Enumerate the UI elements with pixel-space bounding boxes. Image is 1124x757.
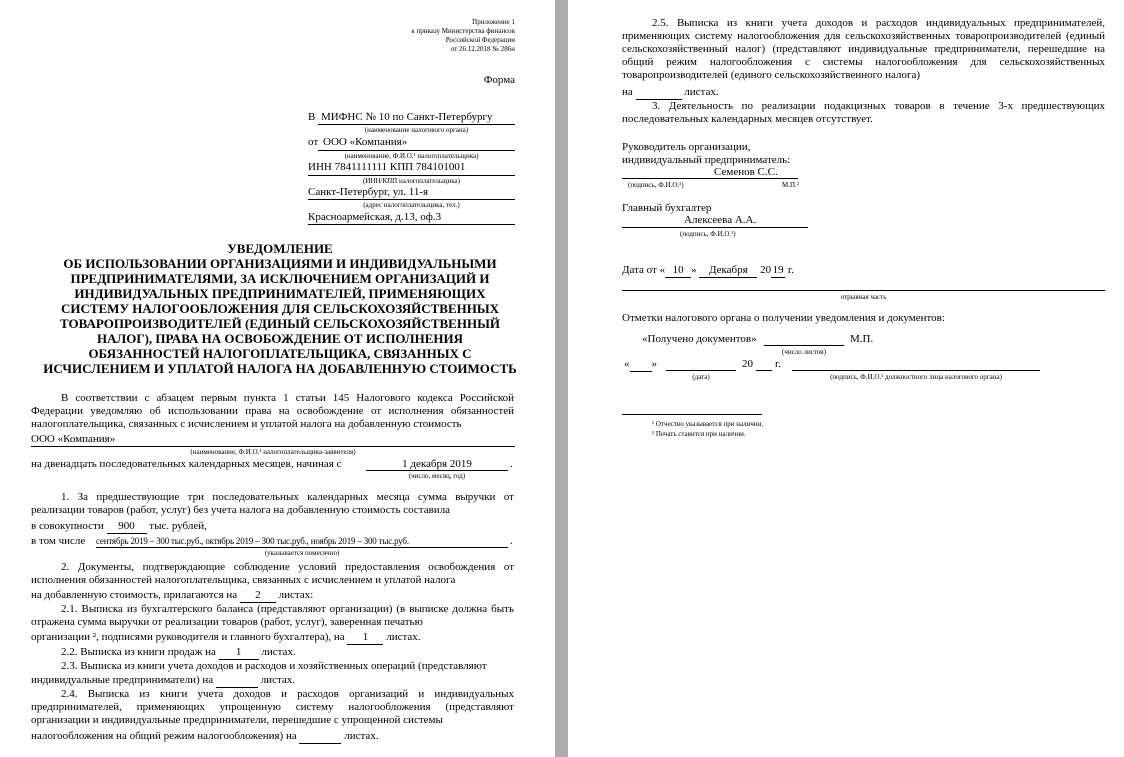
monthly-value: сентябрь 2019 – 300 тыс.руб., октябрь 2019 – 300 тыс.руб., ноябрь 2019 – 300 тыс.руб. [96,536,409,546]
officer-caption: (подпись, Ф.И.О.¹ должностного лица налогового органа) [830,373,1002,381]
start-date-value: 1 декабря 2019 [402,458,472,470]
item-2-3-sheets[interactable] [216,674,258,688]
item-3-text: 3. Деятельность по реализации подакцизных товаров в течение 3-х предшествующих последовательных календарных месяцев отсутствует. [622,100,1105,125]
item-2-2-text: 2.2. Выписка из книги продаж на [61,646,216,658]
tear-label: отрывная часть [840,293,887,301]
period-prefix: на двенадцать последовательных календарных месяцев, начиная с [31,458,342,470]
date-month: Декабря [699,264,757,278]
document-page-2: 2.5. Выписка из книги учета доходов и расходов индивидуальных предпринимателей, применяющих систему налогообложения для сельскохозяйственных товаропроизводителей (единый сельскохозяйственный налог) (представляют индивидуальные предприниматели, перешедшие на общий режим налогообложения с системы налогообложения для сельскохозяйственных товаропроизводителей (единого сельскохозяйственного налога) на листах. 3. Деятельность по реализации подакцизных товаров в течение 3-х предшествующих последовательных календарных месяцев отсутствует. Руководитель организации, индивидуальный предприниматель: Семенов С.С. (подпись, Ф.И.О.¹) М.П.² Главный бухгалтер Алексеева А.А. (подпись, Ф.И.О.¹) Дата от « 10 » Декабря 20 19 г. отрывная часть Отметки налогового органа о получении уведомления и документов: «Получено документов» М.П. (число листов) « » 20 г. (дата) (подпись, Ф.И.О.¹ должностного лица налогового органа) ¹ Отчество указывается при наличии. ² Печать ставится при наличии. [568,0,1124,757]
document-page-1: Приложение 1 к приказу Министерства финансов Российской Федерации от 26.12.2018 № 286н Форма В МИФНС № 10 по Санкт-Петербургу (наименование налогового органа) от ООО «Компания» (наименование, Ф.И.О.¹ налогоплательщика) ИНН 7841111111 КПП 784101001 (ИНН/КПП налогоплательщика) Санкт-Петербург, ул. 11-я (адрес налогоплательщика, тел.) Красноармейская, д.13, оф.3 УВЕДОМЛЕНИЕ ОБ ИСПОЛЬЗОВАНИИ ОРГАНИЗАЦИЯМИ И ИНДИВИДУАЛЬНЫМИ ПРЕДПРИНИМАТЕЛЯМИ, ЗА ИСКЛЮЧЕНИЕМ ОРГАНИЗАЦИЙ И ИНДИВИДУАЛЬНЫХ ПРЕДПРИНИМАТЕЛЕЙ, ПРИМЕНЯЮЩИХ СИСТЕМУ НАЛОГООБЛОЖЕНИЯ ДЛЯ СЕЛЬСКОХОЗЯЙСТВЕННЫХ ТОВАРОПРОИЗВОДИТЕЛЕЙ (ЕДИНЫЙ СЕЛЬСКОХОЗЯЙСТВЕННЫЙ НАЛОГ), ПРАВА НА ОСВОБОЖДЕНИЕ ОТ ИСПОЛНЕНИЯ ОБЯЗАННОСТЕЙ НАЛОГОПЛАТЕЛЬЩИКА, СВЯЗАННЫХ С ИСЧИСЛЕНИЕМ И УПЛАТОЙ НАЛОГА НА ДОБАВЛЕННУЮ СТОИМОСТЬ В соответствии с абзацем первым пункта 1 статьи 145 Налогового кодекса Российской Федерации уведомляю об использовании права на освобождение от исполнения обязанностей налогоплательщика, связанных с исчислением и уплатой налога на добавленную стоимость ООО «Компания» (наименование, Ф.И.О.¹ налогоплательщика-заявителя) на двенадцать последовательных календарных месяцев, начиная с 1 декабря 2019 . (число, месяц, год) 1. За предшествующие три последовательных календарных месяца сумма выручки от реализации товаров (работ, услуг) без учета налога на добавленную стоимость составила в совокупности 900 тыс. рублей, в том числе сентябрь 2019 – 300 тыс.руб., октябрь 2019 – 300 тыс.руб., ноябрь 2019 – 300 тыс.руб. . (указывается помесячно) 2. Документы, подтверждающие соблюдение условий предоставления освобождения от исполнения обязанностей налогоплательщика, связанных с исчислением и уплатой налога на добавленную стоимость, прилагаются на 2 листах: 2.1. Выписка из бухгалтерского баланса (представляют организации) (в выписке должна быть отражена сумма выручки от реализации товаров (работ, услуг), заверенная печатью организации ², подписями руководителя и главного бухгалтера), на 1 листах. 2.2. Выписка из книги продаж на 1 листах. 2.3. Выписка из книги учета доходов и расходов и хозяйственных операций (представляют индивидуальные предприниматели) на листах. 2.4. Выписка из книги учета доходов и расходов организаций и индивидуальных предпринимателей, применяющих упрощенную систему налогообложения (представляют организации и индивидуальные предприниматели, перешедшие с упрощенной системы налогообложения на общий режим налогообложения) на листах. [0,0,555,757]
item-1-text: 1. За предшествующие три последовательных календарных месяца сумма выручки от реализации товаров (работ, услуг) без учета налога на добавленную стоимость составила [31,491,514,516]
item-2-5-text: 2.5. Выписка из книги учета доходов и расходов индивидуальных предпринимателей, применяющих систему налогообложения для сельскохозяйственных товаропроизводителей (единый сельскохозяйственный налог) (представляют индивидуальные предприниматели, перешедшие на общий режим налогообложения с системы налогообложения для сельскохозяйственных товаропроизводителей (единого сельскохозяйственного налога) [622,17,1105,81]
date-year-prefix: 20 [760,264,772,276]
sheets-count-caption: (число листов) [782,348,826,356]
accountant-name: Алексеева А.А. [684,214,757,226]
tear-date-day[interactable] [630,358,652,372]
tear-date-year: 20 [742,358,753,370]
item-2-1-sheets: 1 [347,631,383,645]
sheets-value: 2 [240,589,276,603]
item-2-5-tail: на [622,86,633,98]
footnote-2: ² Печать ставится при наличии. [652,430,746,438]
tear-stamp: М.П. [850,333,874,345]
intro-paragraph: В соответствии с абзацем первым пункта 1 статьи 145 Налогового кодекса Российской Федерации уведомляю об использовании права на освобождение от исполнения обязанностей налогоплательщика, связанных с исчислением и уплатой налога на добавленную стоимость [31,392,514,430]
head-label-2: индивидуальный предприниматель: [622,154,791,166]
inn-caption: (ИНН/КПП налогоплательщика) [363,177,460,185]
head-caption: (подпись, Ф.И.О.¹) [628,181,684,189]
company-caption: (наименование, Ф.И.О.¹ налогоплательщика) [344,152,479,160]
item-2-4-sheets[interactable] [299,730,341,744]
tax-notes-title: Отметки налогового органа о получении уведомления и документов: [622,312,945,324]
intro-company-caption: (наименование, Ф.И.О.¹ налогоплательщика-заявителя) [190,448,356,456]
item-2-2-sheets: 1 [219,646,259,660]
head-name: Семенов С.С. [714,166,778,178]
authority-value: МИФНС № 10 по Санкт-Петербургу [321,111,493,123]
document-title: УВЕДОМЛЕНИЕ [227,241,333,256]
head-label-1: Руководитель организации, [622,141,751,153]
item-2-4-suffix: листах. [344,730,379,742]
item-2-1-tail: организации ², подписями руководителя и главного бухгалтера), на [31,631,345,643]
footnote-1: ¹ Отчество указывается при наличии. [652,420,764,428]
sheets-suffix: листах: [278,589,314,601]
appendix-label: Приложение 1 [472,18,515,26]
date-prefix: Дата от [622,264,657,276]
federation-line: Российской Федерации [445,36,515,44]
monthly-caption: (указывается помесячно) [264,549,340,557]
accountant-caption: (подпись, Ф.И.О.¹) [680,230,736,238]
item-2-3-suffix: листах. [260,674,296,686]
date-day: 10 [665,264,691,278]
address-caption: (адрес налогоплательщика, тел.) [363,201,460,209]
monthly-prefix: в том числе [31,535,86,547]
item-2-3-text: 2.3. Выписка из книги учета доходов и расходов и хозяйственных операций (представляют [61,660,487,672]
item-2-2-suffix: листах. [261,646,296,658]
date-year-suffix: г. [787,264,794,276]
item-2-1-text: 2.1. Выписка из бухгалтерского баланса (представляют организации) (в выписке должна быть отражена сумма выручки от реализации товаров (работ, услуг), заверенная печатью [31,603,514,628]
document-subtitle: ОБ ИСПОЛЬЗОВАНИИ ОРГАНИЗАЦИЯМИ И ИНДИВИДУАЛЬНЫМИ ПРЕДПРИНИМАТЕЛЯМИ, ЗА ИСКЛЮЧЕНИЕМ ОРГАНИЗАЦИЙ И ИНДИВИДУАЛЬНЫХ ПРЕДПРИНИМАТЕЛЕЙ, ПРИМЕНЯЮЩИХ СИСТЕМУ НАЛОГООБЛОЖЕНИЯ ДЛЯ СЕЛЬСКОХОЗЯЙСТВЕННЫХ ТОВАРОПРОИЗВОДИТЕЛЕЙ (ЕДИНЫЙ СЕЛЬСКОХОЗЯЙСТВЕННЫЙ НАЛОГ), ПРАВА НА ОСВОБОЖДЕНИЕ ОТ ИСПОЛНЕНИЯ ОБЯЗАННОСТЕЙ НАЛОГОПЛАТЕЛЬЩИКА, СВЯЗАННЫХ С ИСЧИСЛЕНИЕМ И УПЛАТОЙ НАЛОГА НА ДОБАВЛЕННУЮ СТОИМОСТЬ [43,256,517,376]
authority-caption: (наименование налогового органа) [364,126,469,134]
start-date-caption: (число, месяц, год) [408,472,466,480]
received-label: «Получено документов» [642,333,757,345]
intro-company: ООО «Компания» [31,433,116,445]
item-2-5-suffix: листах. [684,86,719,98]
total-suffix: тыс. рублей, [149,520,207,532]
item-2-3-tail: индивидуальные предприниматели) на [31,674,214,686]
address-line-2: Красноармейская, д.13, оф.3 [308,211,442,223]
item-2-text: 2. Документы, подтверждающие соблюдение условий предоставления освобождения от исполнения обязанностей налогоплательщика, связанных с исчислением и уплатой налога [31,561,514,586]
date-year: 19 [772,264,784,276]
head-stamp: М.П.² [782,181,799,189]
tear-date-caption: (дата) [692,373,710,381]
address-line-1: Санкт-Петербург, ул. 11-я [308,186,429,198]
order-line: к приказу Министерства финансов [411,27,515,35]
company-value: ООО «Компания» [323,136,408,148]
accountant-label: Главный бухгалтер [622,202,712,214]
sheets-prefix: на добавленную стоимость, прилагаются на [31,589,238,601]
total-prefix: в совокупности [31,520,104,532]
item-2-5-sheets[interactable] [636,86,682,100]
inn-kpp-value: ИНН 7841111111 КПП 784101001 [308,161,466,173]
item-2-1-suffix: листах. [386,631,421,643]
form-label: Форма [483,74,515,86]
item-2-4-tail: налогообложения на общий режим налогообложения) на [31,730,297,742]
item-2-4-text: 2.4. Выписка из книги учета доходов и расходов организаций и индивидуальных предпринимателей, применяющих упрощенную систему налогообложения (представляют организации и индивидуальные предприниматели, перешедшие с упрощенной системы [31,688,514,726]
from-prefix: от [308,136,319,148]
to-prefix: В [308,111,316,123]
order-date: от 26.12.2018 № 286н [450,45,515,53]
total-value: 900 [107,520,147,534]
tear-date-suffix: г. [775,358,782,370]
